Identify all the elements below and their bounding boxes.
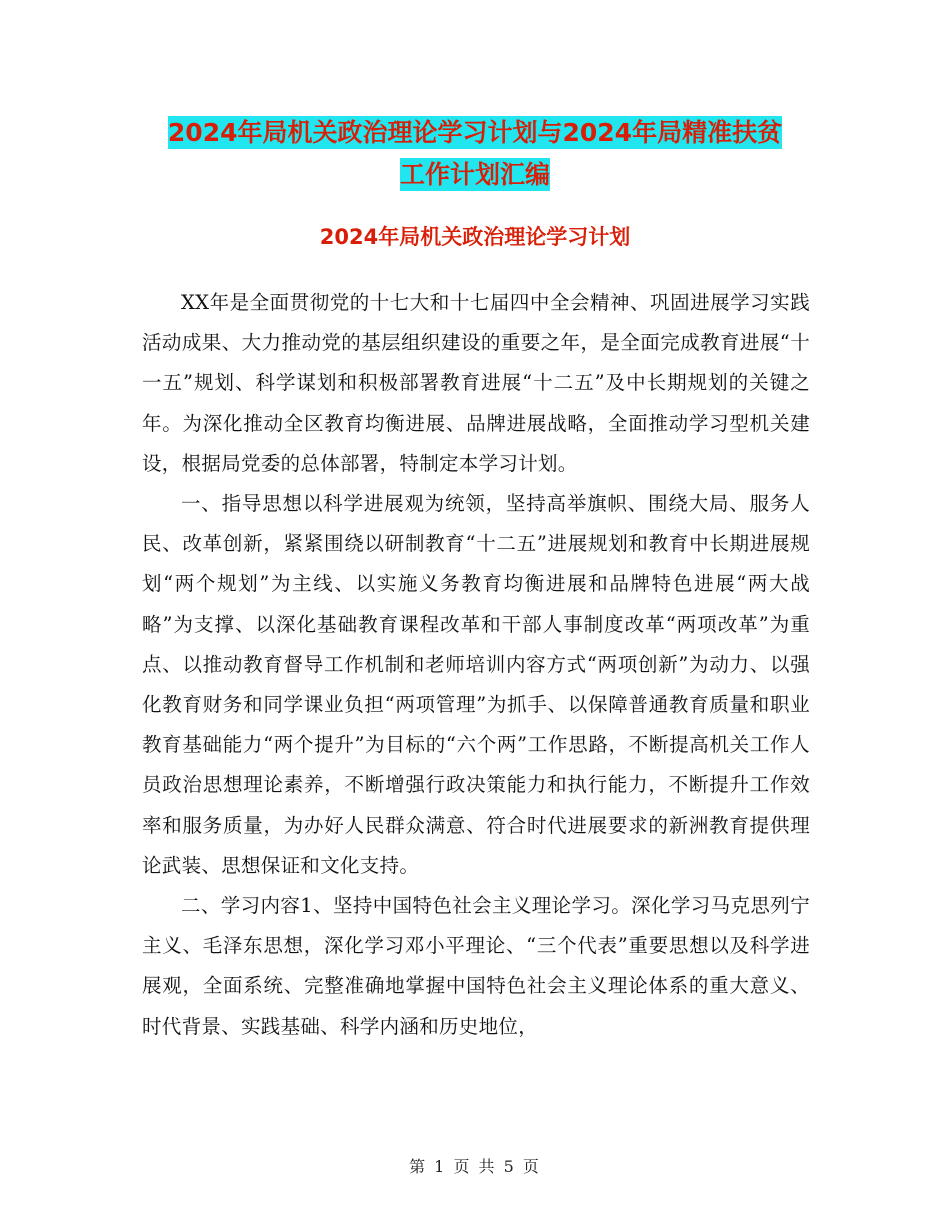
section-title: 2024年局机关政治理论学习计划 xyxy=(319,225,631,249)
document-title-line-2: 工作计划汇编 xyxy=(399,160,550,189)
document-body xyxy=(142,283,810,1047)
page-number: 第 1 页 共 5 页 xyxy=(409,1157,541,1176)
paragraph-guiding-ideology: 一、指导思想以科学进展观为统领，坚持高举旗帜、围绕大局、服务人民、改革创新，紧紧围绕以研制教育“十二五”进展规划和教育中长期进展规划“两个规划”为主线、以实施义务教育均衡进展和品牌特色进展“两大战略”为支撑、以深化基础教育课程改革和干部人事制度改革“两项改革”为重点、以推动教育督导工作机制和老师培训内容方式“两项创新”为动力、以强化教育财务和同学课业负担“两项管理”为抓手、以保障普通教育质量和职业教育基础能力“两个提升”为目标的“六个两”工作思路，不断提高机关工作人员政治思想理论素养，不断增强行政决策能力和执行能力，不断提升工作效率和服务质量，为办好人民群众满意、符合时代进展要求的新洲教育提供理论武装、思想保证和文化支持。 xyxy=(142,492,810,877)
document-title-line-1: 2024年局机关政治理论学习计划与2024年局精准扶贫 xyxy=(167,118,783,147)
document-title xyxy=(0,112,950,196)
paragraph-study-content: 二、学习内容1、坚持中国特色社会主义理论学习。深化学习马克思列宁主义、毛泽东思想，深化学习邓小平理论、“三个代表”重要思想以及科学进展观，全面系统、完整准确地掌握中国特色社会主义理论体系的重大意义、时代背景、实践基础、科学内涵和历史地位， xyxy=(142,894,810,1038)
paragraph-intro: XX年是全面贯彻党的十七大和十七届四中全会精神、巩固进展学习实践活动成果、大力推动党的基层组织建设的重要之年，是全面完成教育进展“十一五”规划、科学谋划和积极部署教育进展“十二五”及中长期规划的关键之年。为深化推动全区教育均衡进展、品牌进展战略，全面推动学习型机关建设，根据局党委的总体部署，特制定本学习计划。 xyxy=(142,291,810,475)
